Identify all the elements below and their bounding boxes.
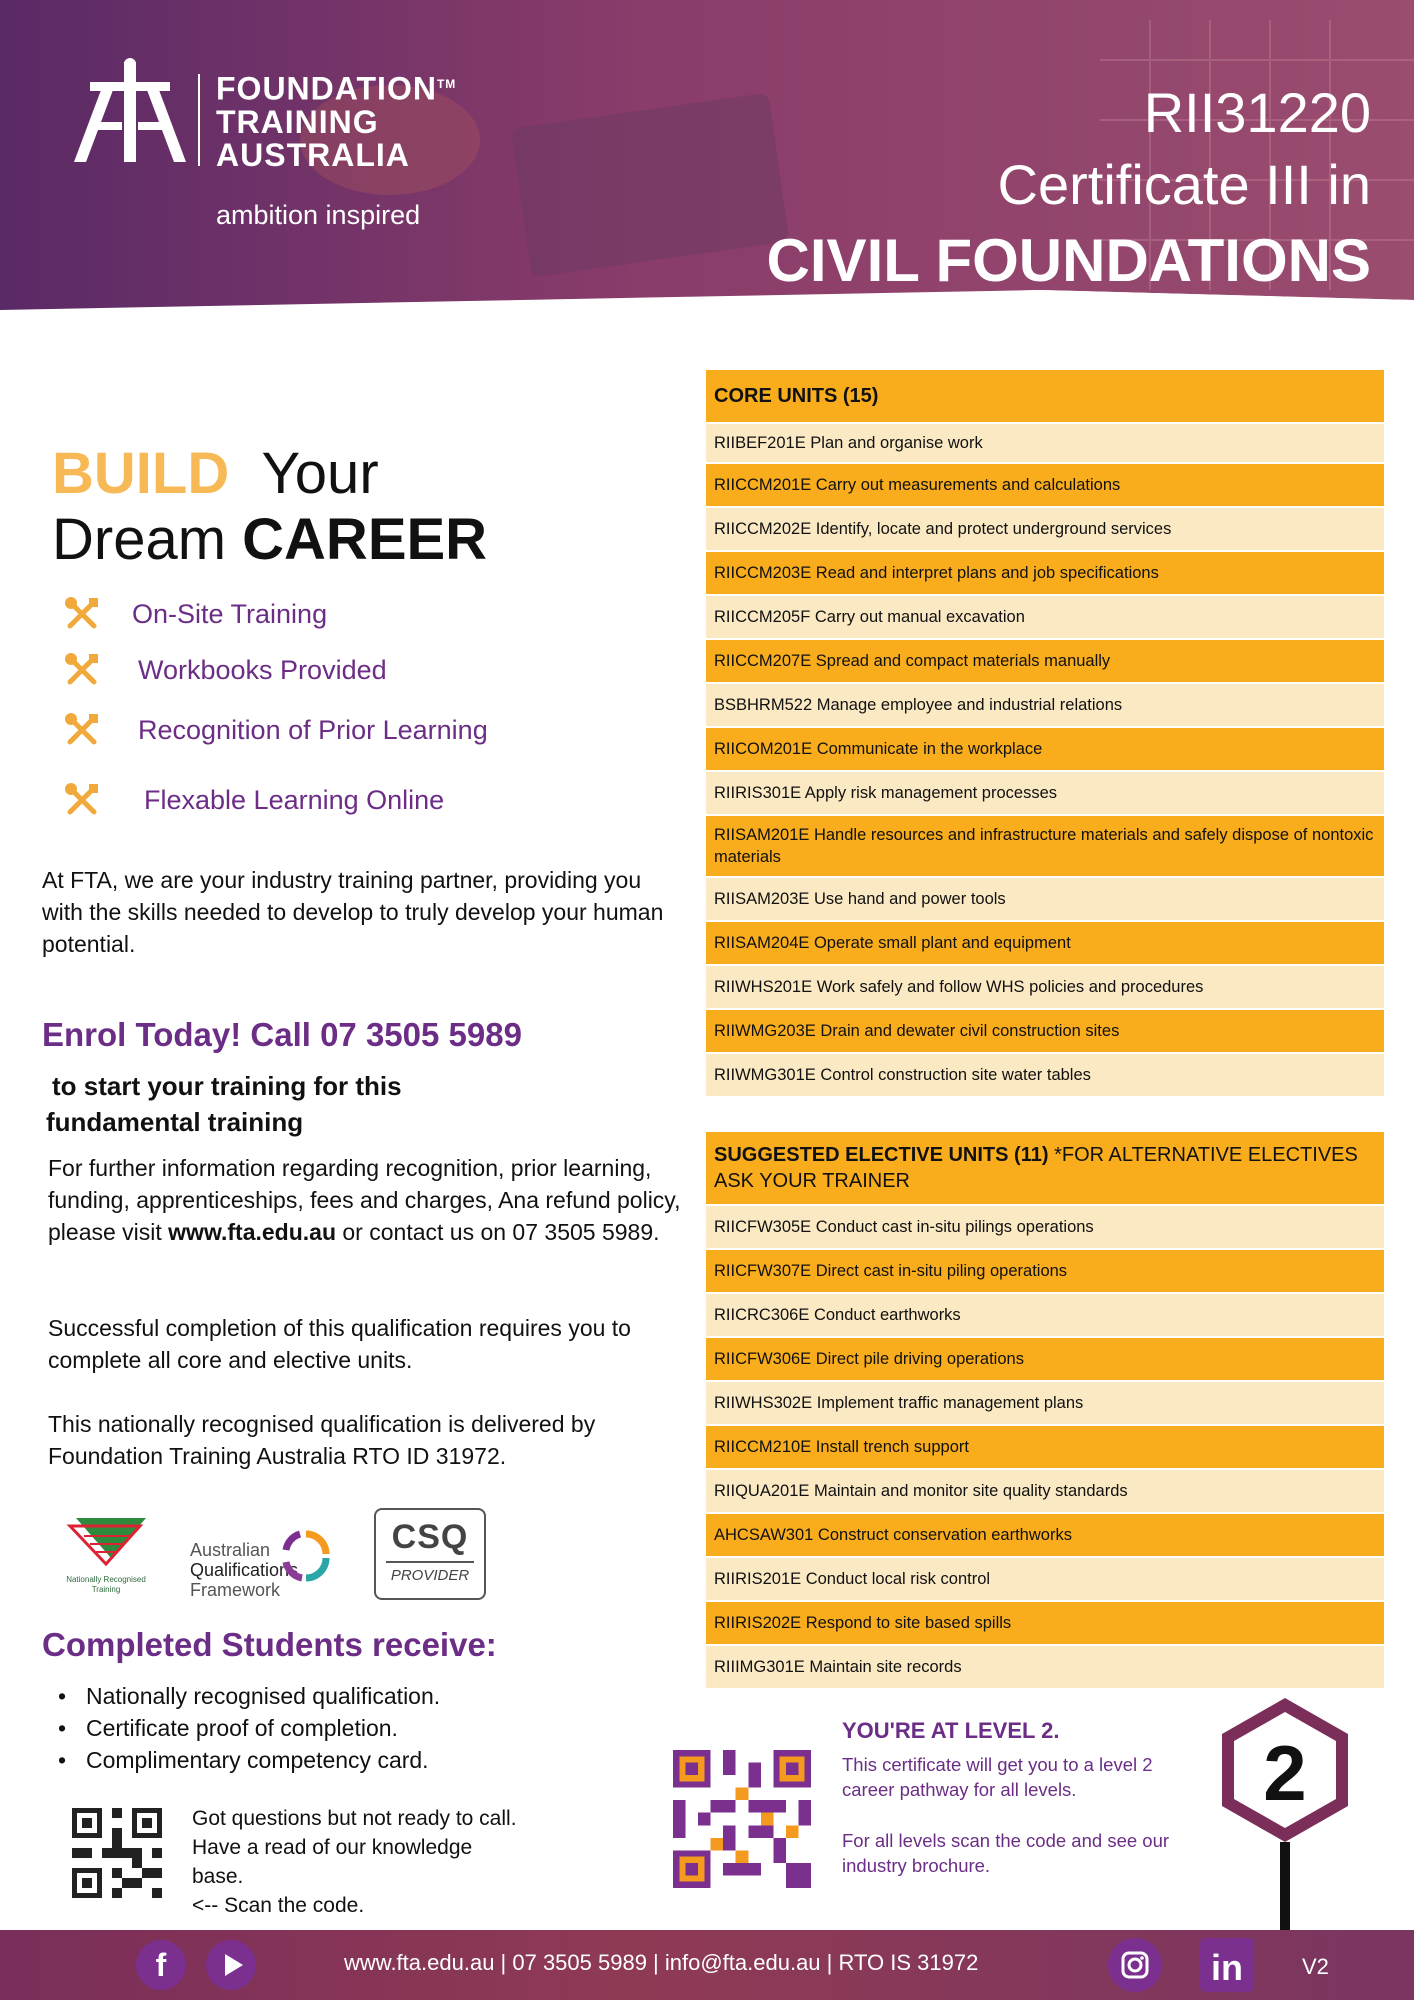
hero-career-word: CAREER <box>242 507 488 572</box>
enrol-subtitle: to start your training for this fundamental training <box>46 1071 402 1137</box>
level-badge <box>1210 1692 1360 1932</box>
table-row: RIIBEF201E Plan and organise work <box>706 424 1384 464</box>
level-description: This certificate will get you to a level 2 career pathway for all levels. <box>842 1754 1153 1800</box>
feature-item <box>62 710 488 750</box>
feature-item <box>62 650 387 690</box>
svg-text:Framework: Framework <box>190 1580 281 1600</box>
elective-units-rows <box>706 1206 1384 1690</box>
instagram-icon[interactable] <box>1108 1938 1162 1992</box>
table-row: RIIRIS301E Apply risk management processes <box>706 772 1384 816</box>
feature-item <box>62 780 444 820</box>
elective-units-table <box>706 1132 1384 1690</box>
fta-logo-icon <box>70 58 190 164</box>
table-row: RIIRIS202E Respond to site based spills <box>706 1602 1384 1646</box>
tools-icon <box>62 650 102 690</box>
table-row: AHCSAW301 Construct conservation earthworks <box>706 1514 1384 1558</box>
rto-paragraph: This nationally recognised qualification is delivered by Foundation Training Australia RTO ID 31972. <box>48 1411 596 1469</box>
facebook-icon[interactable] <box>136 1940 186 1990</box>
svg-text:in: in <box>1211 1947 1243 1988</box>
hero-build-word: BUILD <box>52 441 230 506</box>
table-row: BSBHRM522 Manage employee and industrial relations <box>706 684 1384 728</box>
svg-text:Australian: Australian <box>190 1540 271 1560</box>
table-row: RIICCM207E Spread and compact materials manually <box>706 640 1384 684</box>
table-row: RIIWMG203E Drain and dewater civil construction sites <box>706 1010 1384 1054</box>
intro-paragraph: At FTA, we are your industry training partner, providing you with the skills needed to develop to truly develop your human potential. <box>42 867 664 957</box>
completion-paragraph: Successful completion of this qualification requires you to complete all core and elective units. <box>48 1315 631 1373</box>
csq-provider-logo: CSQ PROVIDER <box>374 1508 486 1600</box>
table-row: RIIWMG301E Control construction site water tables <box>706 1054 1384 1098</box>
brand-name: FOUNDATION™ TRAINING AUSTRALIA <box>216 70 457 173</box>
footer-bar <box>0 1930 1414 2000</box>
tools-icon <box>62 594 102 634</box>
course-title: CIVIL FOUNDATIONS <box>766 227 1371 294</box>
tools-icon <box>62 780 102 820</box>
feature-label: Recognition of Prior Learning <box>138 714 488 745</box>
trademark-symbol: TM <box>436 77 457 91</box>
aqf-logo <box>188 1522 338 1602</box>
brand-tagline: ambition inspired <box>216 200 421 230</box>
table-row: RIICCM202E Identify, locate and protect underground services <box>706 508 1384 552</box>
svg-text:Nationally Recognised: Nationally Recognised <box>66 1575 146 1584</box>
list-item: • Complimentary competency card. <box>58 1744 440 1776</box>
level-scan-instruction: For all levels scan the code and see our industry brochure. <box>842 1830 1170 1876</box>
feature-item <box>62 594 327 634</box>
website-link[interactable]: www.fta.edu.au <box>168 1219 336 1245</box>
header-banner <box>0 0 1414 320</box>
elective-units-header: SUGGESTED ELECTIVE UNITS (11) *FOR ALTERNATIVE ELECTIVES ASK YOUR TRAINER <box>706 1132 1384 1206</box>
hero-line-1 <box>52 440 379 507</box>
version-label: V2 <box>1302 1954 1329 1979</box>
footer-contact-details: www.fta.edu.au | 07 3505 5989 | info@fta.edu.au | RTO IS 31972 <box>344 1950 979 1975</box>
hero-dream-word: Dream <box>52 507 227 572</box>
info-paragraph: For further information regarding recognition, prior learning, funding, apprenticeships, fees and charges, Ana refund policy, please visit www.fta.edu.au or contact us on 07 3505 5989. <box>48 1155 681 1245</box>
course-code: RII31220 <box>1143 81 1371 144</box>
table-row: RIICFW305E Conduct cast in-situ pilings operations <box>706 1206 1384 1250</box>
feature-label: Workbooks Provided <box>138 654 387 685</box>
table-row: RIICOM201E Communicate in the workplace <box>706 728 1384 772</box>
feature-label: Flexable Learning Online <box>144 784 445 815</box>
feature-label: On-Site Training <box>132 598 328 629</box>
table-row: RIICFW306E Direct pile driving operations <box>706 1338 1384 1382</box>
tools-icon <box>62 710 102 750</box>
youtube-icon[interactable] <box>206 1940 256 1990</box>
level-title: YOU'RE AT LEVEL 2. <box>842 1718 1060 1743</box>
svg-text:Training: Training <box>91 1585 121 1594</box>
list-item: • Nationally recognised qualification. <box>58 1680 440 1712</box>
table-row: RIIWHS302E Implement traffic management plans <box>706 1382 1384 1426</box>
table-row: RIICCM210E Install trench support <box>706 1426 1384 1470</box>
nationally-recognised-training-logo <box>56 1508 156 1600</box>
table-row: RIIWHS201E Work safely and follow WHS policies and procedures <box>706 966 1384 1010</box>
table-row: RIIIMG301E Maintain site records <box>706 1646 1384 1690</box>
svg-text:Qualifications: Qualifications <box>190 1560 299 1580</box>
table-row: RIICCM201E Carry out measurements and calculations <box>706 464 1384 508</box>
table-row: RIIRIS201E Conduct local risk control <box>706 1558 1384 1602</box>
core-units-table <box>706 370 1384 1098</box>
course-certificate-level: Certificate III in <box>997 153 1371 216</box>
table-row: RIICCM205F Carry out manual excavation <box>706 596 1384 640</box>
table-row: RIICRC306E Conduct earthworks <box>706 1294 1384 1338</box>
table-row: RIIQUA201E Maintain and monitor site quality standards <box>706 1470 1384 1514</box>
knowledge-base-qr-code[interactable] <box>72 1808 162 1898</box>
table-row: RIISAM203E Use hand and power tools <box>706 878 1384 922</box>
table-row: RIICFW307E Direct cast in-situ piling operations <box>706 1250 1384 1294</box>
enrol-call-to-action[interactable]: Enrol Today! Call 07 3505 5989 <box>42 1016 522 1053</box>
svg-text:f: f <box>155 1947 167 1983</box>
industry-brochure-qr-code[interactable] <box>672 1750 812 1888</box>
level-number: 2 <box>1263 1729 1307 1817</box>
hero-line-2 <box>52 506 487 573</box>
completed-students-list <box>58 1680 440 1776</box>
table-row: RIICCM203E Read and interpret plans and job specifications <box>706 552 1384 596</box>
list-item: • Certificate proof of completion. <box>58 1712 440 1744</box>
table-row: RIISAM201E Handle resources and infrastructure materials and safely dispose of nontoxic materials <box>706 816 1384 878</box>
hero-your-word: Your <box>261 441 379 506</box>
table-row: RIISAM204E Operate small plant and equipment <box>706 922 1384 966</box>
completed-students-title: Completed Students receive: <box>42 1626 497 1663</box>
core-units-rows <box>706 424 1384 1098</box>
logo-divider <box>198 74 200 166</box>
core-units-header: CORE UNITS (15) <box>706 370 1384 424</box>
knowledge-base-text: Got questions but not ready to call. Have a read of our knowledge base. <-- Scan the code. <box>192 1807 517 1917</box>
linkedin-icon[interactable] <box>1200 1938 1254 1992</box>
